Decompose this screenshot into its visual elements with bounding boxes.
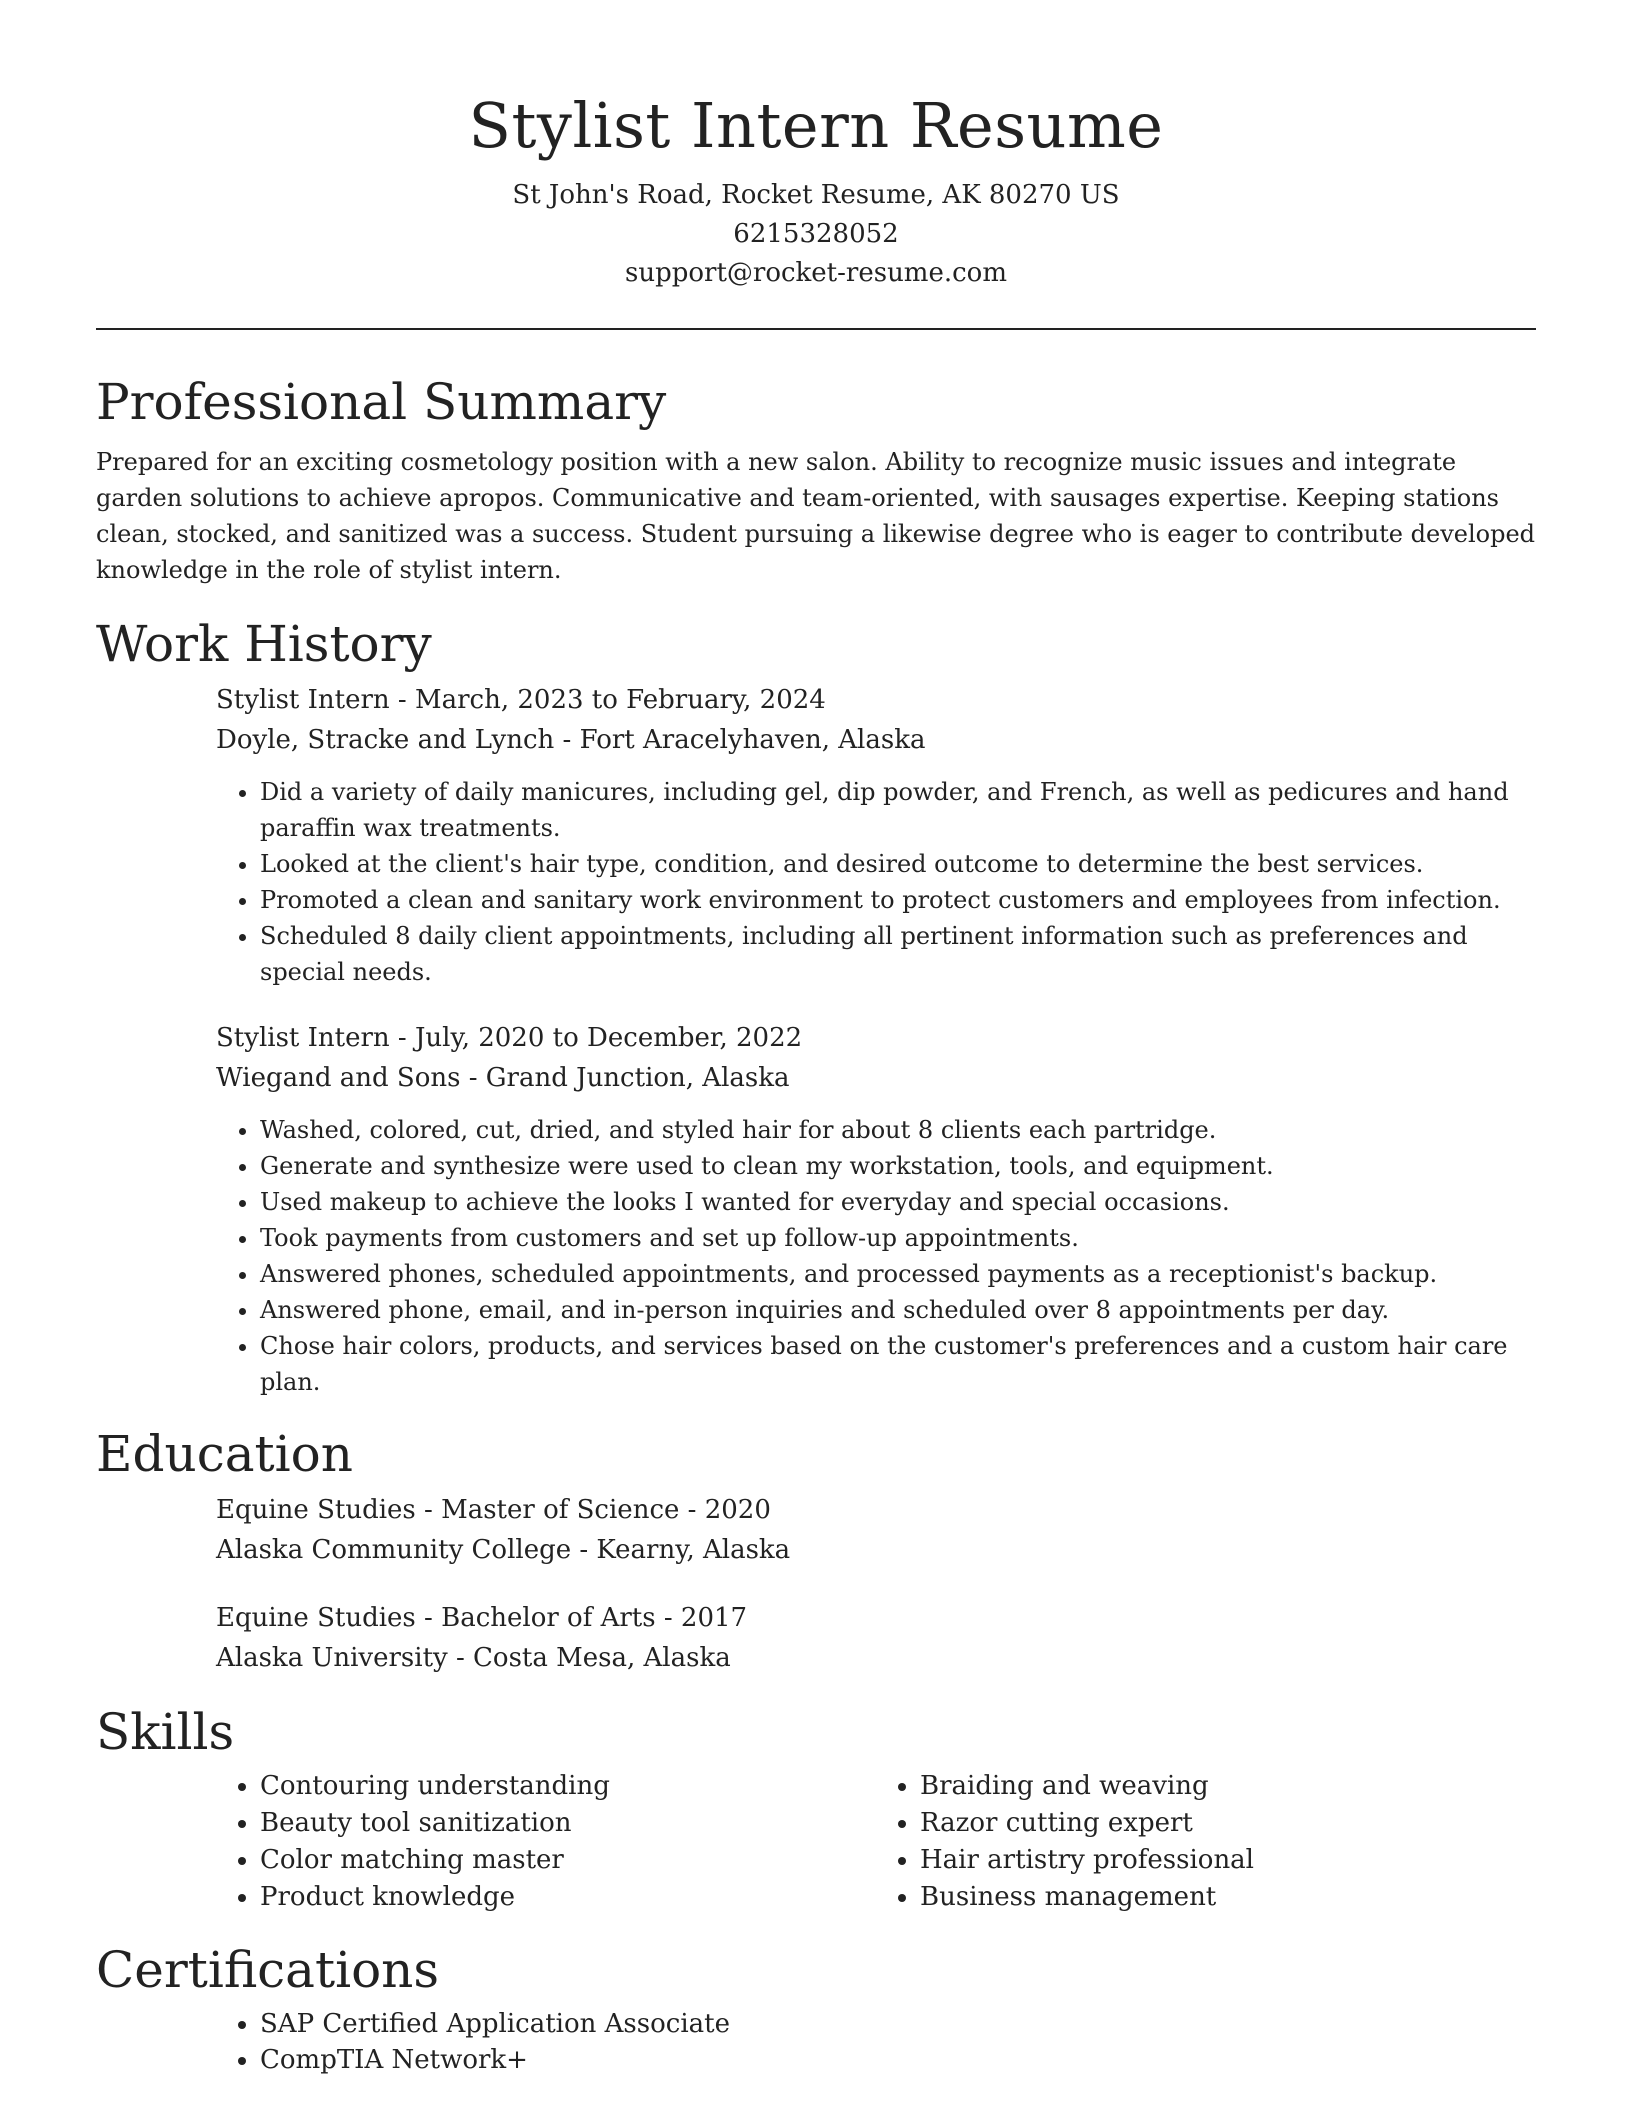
job-duty-item: • Looked at the client's hair type, condition, and desired outcome to determine the best services. <box>260 846 1536 882</box>
job-title-dates: Stylist Intern - March, 2023 to February, 2024 <box>216 685 826 715</box>
job-duty-item: • Answered phones, scheduled appointments, and processed payments as a receptionist's backup. <box>260 1256 1536 1292</box>
skill-item: • Color matching master <box>260 1842 876 1879</box>
job-duty-item: • Did a variety of daily manicures, including gel, dip powder, and French, as well as pedicures and hand paraffin wax treatments. <box>260 774 1536 846</box>
education-entry <box>216 1598 1536 1678</box>
skills-list-right <box>876 1768 1536 1916</box>
skill-item: • Beauty tool sanitization <box>260 1805 876 1842</box>
job-entry <box>216 1018 1536 1400</box>
education-list <box>216 1490 1536 1678</box>
education-school: Alaska Community College - Kearny, Alaska <box>216 1535 791 1565</box>
skill-item: • Braiding and weaving <box>920 1768 1536 1805</box>
certification-item: • CompTIA Network+ <box>260 2042 1536 2078</box>
contact-phone: 6215328052 <box>733 219 899 249</box>
certification-item: • SAP Certified Application Associate <box>260 2006 1536 2042</box>
work-history-list <box>216 680 1536 1400</box>
job-entry <box>216 680 1536 990</box>
job-title-dates: Stylist Intern - July, 2020 to December, 2022 <box>216 1023 803 1053</box>
job-duty-item: • Promoted a clean and sanitary work environment to protect customers and employees from infection. <box>260 882 1536 918</box>
contact-email: support@rocket-resume.com <box>624 258 1007 288</box>
skill-item: • Razor cutting expert <box>920 1805 1536 1842</box>
skill-item: • Product knowledge <box>260 1879 876 1916</box>
job-duty-item: • Scheduled 8 daily client appointments, including all pertinent information such as preferences and special needs. <box>260 918 1536 990</box>
job-duty-item: • Generate and synthesize were used to clean my workstation, tools, and equipment. <box>260 1148 1536 1184</box>
resume-title: Stylist Intern Resume <box>468 89 1164 162</box>
job-duty-item: • Chose hair colors, products, and services based on the customer's preferences and a custom hair care plan. <box>260 1328 1536 1400</box>
skill-item: • Hair artistry professional <box>920 1842 1536 1879</box>
education-degree: Equine Studies - Master of Science - 2020 <box>216 1495 771 1525</box>
education-heading: Education <box>96 1425 353 1483</box>
skills-columns <box>216 1768 1536 1916</box>
contact-address: St John's Road, Rocket Resume, AK 80270 US <box>512 180 1120 210</box>
job-duty-item: • Answered phone, email, and in-person inquiries and scheduled over 8 appointments per day. <box>260 1292 1536 1328</box>
work-history-section <box>96 612 1536 1400</box>
education-degree: Equine Studies - Bachelor of Arts - 2017 <box>216 1603 748 1633</box>
resume-header <box>96 0 1536 293</box>
education-entry <box>216 1490 1536 1570</box>
header-divider <box>96 328 1536 330</box>
job-duty-item: • Used makeup to achieve the looks I wanted for everyday and special occasions. <box>260 1184 1536 1220</box>
job-duty-item: • Washed, colored, cut, dried, and styled hair for about 8 clients each partridge. <box>260 1112 1536 1148</box>
job-duties-list <box>216 1112 1536 1400</box>
certifications-block <box>216 2006 1536 2078</box>
skill-item: • Contouring understanding <box>260 1768 876 1805</box>
skill-item: • Business management <box>920 1879 1536 1916</box>
education-school: Alaska University - Costa Mesa, Alaska <box>216 1643 731 1673</box>
job-company-location: Doyle, Stracke and Lynch - Fort Aracelyhaven, Alaska <box>216 725 926 755</box>
certifications-heading: Certifications <box>96 1941 440 1999</box>
skills-heading: Skills <box>96 1703 235 1761</box>
summary-section <box>96 370 1536 588</box>
job-company-location: Wiegand and Sons - Grand Junction, Alaska <box>216 1063 790 1093</box>
skills-section <box>96 1700 1536 1916</box>
job-duty-item: • Took payments from customers and set up follow-up appointments. <box>260 1220 1536 1256</box>
resume-page <box>96 0 1536 2112</box>
work-history-heading: Work History <box>96 615 432 673</box>
job-duties-list <box>216 774 1536 990</box>
summary-heading: Professional Summary <box>96 373 667 431</box>
education-section <box>96 1422 1536 1678</box>
certifications-section <box>96 1938 1536 2078</box>
certifications-list <box>216 2006 1536 2078</box>
skills-list-left <box>216 1768 876 1916</box>
summary-text: Prepared for an exciting cosmetology position with a new salon. Ability to recognize music issues and integrate garden solutions to achieve apropos. Communicative and team-oriented, with sausages expertise. Keeping stations clean, stocked, and sanitized was a success. Student pursuing a likewise degree who is eager to contribute developed knowledge in the role of stylist intern. <box>96 448 1536 584</box>
